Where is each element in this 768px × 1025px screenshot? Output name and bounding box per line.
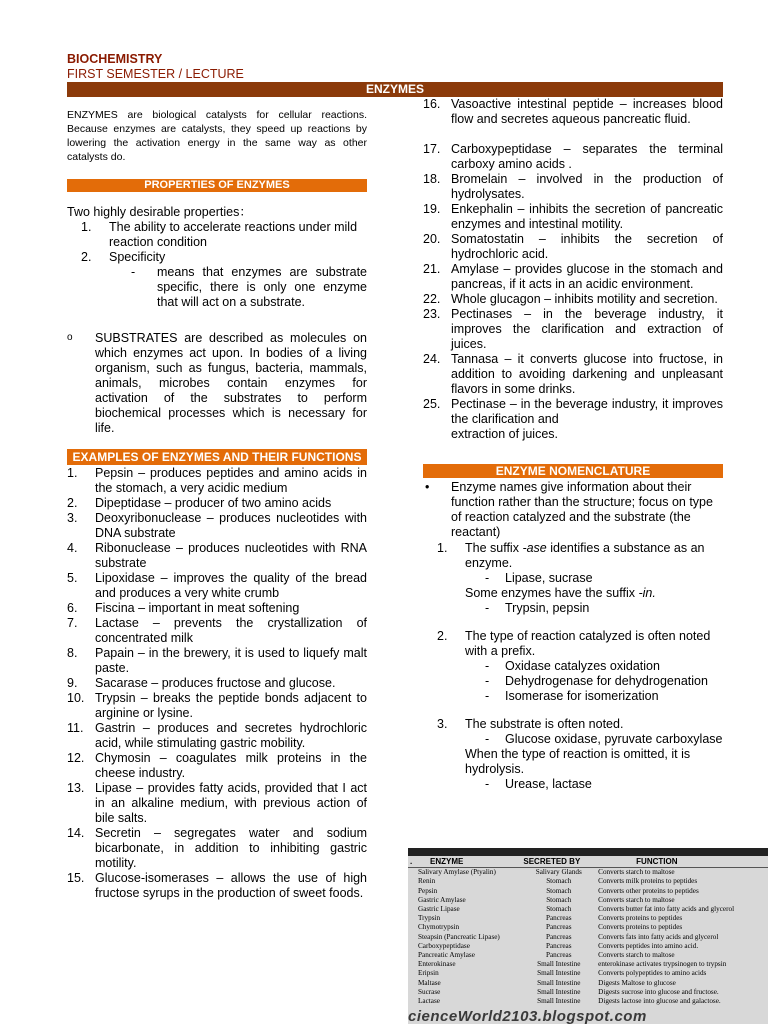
table-cell: Stomach bbox=[546, 877, 572, 886]
table-cell: Chymotrypsin bbox=[418, 923, 460, 932]
examples-list-continued bbox=[423, 97, 723, 442]
table-cell bbox=[408, 896, 416, 905]
table-row bbox=[408, 933, 768, 942]
table-cell: Eripsin bbox=[418, 969, 439, 978]
table-cell: Pancreas bbox=[545, 932, 572, 941]
table-cell: Lactase bbox=[418, 997, 440, 1006]
list-item: 1. Pepsin – produces peptides and amino acids in the stomach, a very acidic medium bbox=[67, 466, 367, 495]
table-row bbox=[408, 868, 768, 878]
nomenclature-heading: ENZYME NOMENCLATURE bbox=[423, 464, 723, 478]
rule-1 bbox=[423, 541, 723, 616]
list-item: 4. Ribonuclease – produces nucleotides with RNA substrate bbox=[67, 541, 367, 570]
table-cell: Converts butter fat into fatty acids and glycerol bbox=[598, 905, 735, 914]
table-cell: Pancreas bbox=[545, 914, 572, 923]
property-sub-text: means that enzymes are substrate specific, there is only one enzyme that will act on a substrate. bbox=[157, 265, 367, 309]
substrates-bullet-item bbox=[67, 331, 367, 436]
list-item: 13. Lipase – provides fatty acids, provided that I act in an alkaline medium, with previous action of bile salts. bbox=[67, 781, 367, 825]
table-cell: Converts proteins to peptides bbox=[598, 914, 683, 923]
table-cell: Pepsin bbox=[418, 886, 438, 895]
subject-title: BIOCHEMISTRY bbox=[67, 52, 163, 66]
table-cell: Maltase bbox=[418, 978, 441, 987]
table-cell bbox=[408, 905, 416, 914]
list-item: 18. Bromelain – involved in the production of hydrolysates. bbox=[423, 172, 723, 201]
table-cell: Digests Maltose to glucose bbox=[598, 978, 676, 987]
list-number: 1. bbox=[81, 220, 92, 234]
table-header-cell: ENZYME bbox=[416, 856, 521, 868]
table-cell: Gastric Lipase bbox=[418, 905, 460, 914]
properties-lead: Two highly desirable properties： bbox=[67, 205, 252, 219]
rule-1-text: The suffix -ase identifies a substance as an enzyme. bbox=[465, 541, 705, 570]
table-top-border bbox=[408, 848, 768, 856]
table-header-row bbox=[408, 856, 768, 868]
nomenclature-bullet-item bbox=[423, 480, 723, 540]
table-cell: Small Intestine bbox=[537, 978, 581, 987]
table-cell: Gastric Amylase bbox=[418, 895, 466, 904]
table-cell: Small Intestine bbox=[537, 997, 581, 1006]
table-cell: Converts fats into fatty acids and glycerol bbox=[598, 932, 719, 941]
table-cell: Converts other proteins to peptides bbox=[598, 886, 699, 895]
table-cell: Converts polypeptides to amino acids bbox=[598, 969, 707, 978]
table-cell: Converts starch to maltose bbox=[598, 868, 675, 877]
rule-3-text: The substrate is often noted. bbox=[465, 717, 624, 731]
table-cell: Converts peptides into amino acid. bbox=[598, 941, 699, 950]
bullet-marker: • bbox=[425, 480, 430, 494]
rule-3 bbox=[423, 717, 723, 792]
table-row bbox=[408, 960, 768, 969]
page-title-bar: ENZYMES bbox=[67, 82, 723, 97]
table-cell: Pancreatic Amylase bbox=[418, 951, 475, 960]
table-row bbox=[408, 951, 768, 960]
table-cell: Renin bbox=[418, 877, 436, 886]
left-column bbox=[67, 108, 367, 901]
rule-2-example: - Dehydrogenase for dehydrogenation bbox=[485, 674, 708, 688]
substrates-text: SUBSTRATES are described as molecules on which enzymes act upon. In bodies of a living organism, such as fungus, bacteria, mammals, animals, microbes contain enzymes for activation of the substrates to perform biochemical processes which is necessary for life. bbox=[95, 331, 367, 435]
list-item: 17. Carboxypeptidase – separates the terminal carboxy amino acids . bbox=[423, 142, 723, 171]
rule-2-example: - Isomerase for isomerization bbox=[485, 689, 659, 703]
table-cell: Small Intestine bbox=[537, 969, 581, 978]
table-row bbox=[408, 905, 768, 914]
list-item: 2. Dipeptidase – producer of two amino acids bbox=[67, 496, 332, 510]
list-item: 9. Sacarase – produces fructose and glucose. bbox=[67, 676, 336, 690]
properties-heading: PROPERTIES OF ENZYMES bbox=[67, 179, 367, 192]
list-number: 2. bbox=[437, 629, 448, 643]
enzyme-table bbox=[408, 856, 768, 1006]
enzyme-table-image bbox=[408, 848, 768, 1024]
table-header-cell: SECRETED BY bbox=[521, 856, 596, 868]
bullet-marker: o bbox=[67, 332, 73, 343]
table-cell bbox=[408, 933, 416, 942]
table-cell: Converts milk proteins to peptides bbox=[598, 877, 698, 886]
table-cell bbox=[408, 923, 416, 932]
list-item: 7. Lactase – prevents the crystallization of concentrated milk bbox=[67, 616, 367, 645]
table-cell: enterokinase activates trypsinogen to trypsin bbox=[598, 960, 727, 969]
watermark-text: cienceWorld2103.blogspot.com bbox=[408, 1008, 647, 1025]
list-number: 3. bbox=[437, 717, 448, 731]
table-cell: Converts proteins to peptides bbox=[598, 923, 683, 932]
rule-2 bbox=[423, 629, 723, 704]
table-cell: Digests sucrose into glucose and fructose. bbox=[598, 987, 719, 996]
table-cell bbox=[408, 868, 416, 878]
rule-3-example: - Glucose oxidase, pyruvate carboxylase bbox=[485, 732, 723, 746]
list-item: 10. Trypsin – breaks the peptide bonds adjacent to arginine or lysine. bbox=[67, 691, 367, 720]
table-cell bbox=[408, 997, 416, 1006]
examples-heading: EXAMPLES OF ENZYMES AND THEIR FUNCTIONS bbox=[67, 449, 367, 465]
list-item: 20. Somatostatin – inhibits the secretion of hydrochloric acid. bbox=[423, 232, 723, 261]
property-item-1 bbox=[67, 220, 367, 250]
list-item: 15. Glucose-isomerases – allows the use of high fructose syrups in the production of sweet foods. bbox=[67, 871, 367, 900]
table-row bbox=[408, 969, 768, 978]
list-number: 2. bbox=[81, 250, 92, 264]
table-cell bbox=[408, 988, 416, 997]
table-cell bbox=[408, 942, 416, 951]
list-item: 21. Amylase – provides glucose in the stomach and pancreas, if it acts in an acidic environment. bbox=[423, 262, 723, 291]
table-cell: Pancreas bbox=[545, 923, 572, 932]
semester-subtitle: FIRST SEMESTER / LECTURE bbox=[67, 67, 244, 81]
table-cell: Converts starch to maltose bbox=[598, 895, 675, 904]
table-cell: Stomach bbox=[546, 905, 572, 914]
property-text-1: The ability to accelerate reactions under mild reaction condition bbox=[109, 220, 358, 249]
list-item: 12. Chymosin – coagulates milk proteins in the cheese industry. bbox=[67, 751, 367, 780]
rule-1-example-2: - Trypsin, pepsin bbox=[485, 601, 590, 615]
table-cell: Stomach bbox=[546, 895, 572, 904]
dash-marker: - bbox=[131, 265, 136, 279]
table-row bbox=[408, 923, 768, 932]
table-cell bbox=[408, 914, 416, 923]
table-cell: Trypsin bbox=[418, 914, 441, 923]
table-row bbox=[408, 997, 768, 1006]
table-cell bbox=[408, 969, 416, 978]
table-cell: Steapsin (Pancreatic Lipase) bbox=[418, 932, 500, 941]
table-cell: Pancreas bbox=[545, 951, 572, 960]
table-cell: Digests lactose into glucose and galactose. bbox=[598, 997, 721, 1006]
list-item: 16. Vasoactive intestinal peptide – increases blood flow and secretes aqueous pancreatic fluid. bbox=[423, 97, 723, 126]
table-row bbox=[408, 887, 768, 896]
rule-1-example: - Lipase, sucrase bbox=[485, 571, 593, 585]
table-cell: Sucrase bbox=[418, 987, 441, 996]
table-row bbox=[408, 942, 768, 951]
table-cell bbox=[408, 951, 416, 960]
table-cell: Pancreas bbox=[545, 941, 572, 950]
table-cell: Small Intestine bbox=[537, 960, 581, 969]
list-item: 23. Pectinases – in the beverage industry, it improves the clarification and extraction of juices. bbox=[423, 307, 723, 351]
table-row bbox=[408, 914, 768, 923]
table-cell: Salivary Glands bbox=[535, 868, 582, 877]
examples-list bbox=[67, 466, 367, 901]
table-row bbox=[408, 988, 768, 997]
property-item-2 bbox=[67, 250, 367, 265]
list-item: 19. Enkephalin – inhibits the secretion of pancreatic enzymes and intestinal motility. bbox=[423, 202, 723, 231]
rule-3-example-2: - Urease, lactase bbox=[485, 777, 592, 791]
table-cell bbox=[408, 887, 416, 896]
table-cell: Carboxypeptidase bbox=[418, 941, 470, 950]
table-row bbox=[408, 979, 768, 988]
table-cell bbox=[408, 877, 416, 886]
rule-2-example: - Oxidase catalyzes oxidation bbox=[485, 659, 660, 673]
table-row bbox=[408, 877, 768, 886]
table-row bbox=[408, 896, 768, 905]
property-sub-item bbox=[67, 265, 367, 310]
list-item: 8. Papain – in the brewery, it is used to liquefy malt paste. bbox=[67, 646, 367, 675]
list-item: 5. Lipoxidase – improves the quality of the bread and produces a very white crumb bbox=[67, 571, 367, 600]
table-cell bbox=[408, 960, 416, 969]
table-cell: Stomach bbox=[546, 886, 572, 895]
list-number: 1. bbox=[437, 541, 448, 555]
right-column bbox=[423, 97, 723, 792]
table-cell: Enterokinase bbox=[418, 960, 456, 969]
table-cell: Salivary Amylase (Ptyalin) bbox=[418, 868, 496, 877]
list-item: 3. Deoxyribonuclease – produces nucleotides with DNA substrate bbox=[67, 511, 367, 540]
list-item: 11. Gastrin – produces and secretes hydrochloric acid, while stimulating gastric mobility. bbox=[67, 721, 367, 750]
intro-paragraph: ENZYMES are biological catalysts for cellular reactions. Because enzymes are catalysts, they speed up reactions by lowering the activation energy in the same way as other catalysts do. bbox=[67, 109, 367, 163]
table-header-cell: FUNCTION bbox=[596, 856, 768, 868]
nomenclature-lead: Enzyme names give information about their function rather than the structure; focus on type of reaction catalyzed and the substrate (the reactant) bbox=[451, 480, 713, 539]
list-item: 14. Secretin – segregates water and sodium bicarbonate, in addition to inhibiting gastric motility. bbox=[67, 826, 367, 870]
table-cell bbox=[408, 979, 416, 988]
list-item: 25. Pectinase – in the beverage industry, it improves the clarification and extraction of juices. bbox=[423, 397, 723, 441]
table-cell: Converts starch to maltose bbox=[598, 951, 675, 960]
property-text-2: Specificity bbox=[109, 250, 166, 264]
list-item: 22. Whole glucagon – inhibits motility and secretion. bbox=[423, 292, 718, 306]
table-body bbox=[408, 868, 768, 1007]
table-cell: Small Intestine bbox=[537, 987, 581, 996]
rule-1-note: Some enzymes have the suffix -in. bbox=[465, 586, 656, 600]
rule-2-text: The type of reaction catalyzed is often noted with a prefix. bbox=[465, 629, 711, 658]
list-item: 24. Tannasa – it converts glucose into fructose, in addition to avoiding darkening and unpleasant flavors in some drinks. bbox=[423, 352, 723, 396]
list-item: 6. Fiscina – important in meat softening bbox=[67, 601, 300, 615]
rule-3-note: When the type of reaction is omitted, it is hydrolysis. bbox=[465, 747, 691, 776]
table-header-cell: . bbox=[408, 856, 416, 868]
